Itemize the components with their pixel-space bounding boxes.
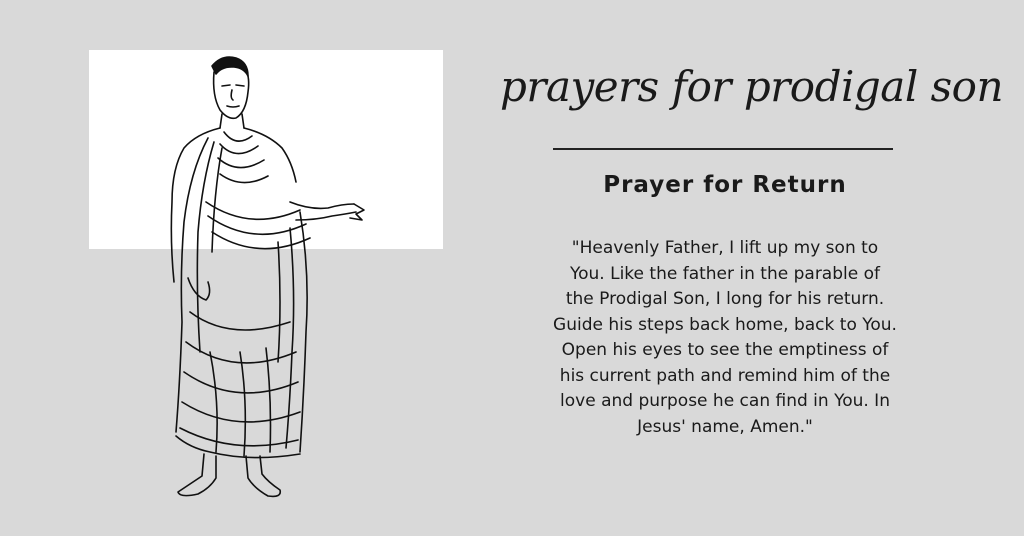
prayer-line: the Prodigal Son, I long for his return.: [565, 289, 885, 309]
prayer-line: Guide his steps back home, back to You.: [553, 314, 897, 335]
prayer-line: You. Like the father in the parable of: [570, 263, 880, 284]
prayer-line: "Heavenly Father, I lift up my son to: [571, 238, 879, 258]
text-column: [500, 0, 1003, 536]
prayer-heading: Prayer for Return: [603, 172, 847, 198]
title-divider: [553, 148, 893, 150]
prayer-line: his current path and remind him of the: [559, 365, 891, 386]
prayer-text: [505, 236, 945, 440]
script-title: prayers for prodigal son: [500, 62, 1003, 111]
toga-man-illustration: [150, 52, 380, 504]
prayer-line: love and purpose he can find in You. In: [560, 391, 890, 411]
prayer-line: Open his eyes to see the emptiness of: [561, 340, 889, 360]
prayer-line: Jesus' name, Amen.": [637, 416, 813, 437]
